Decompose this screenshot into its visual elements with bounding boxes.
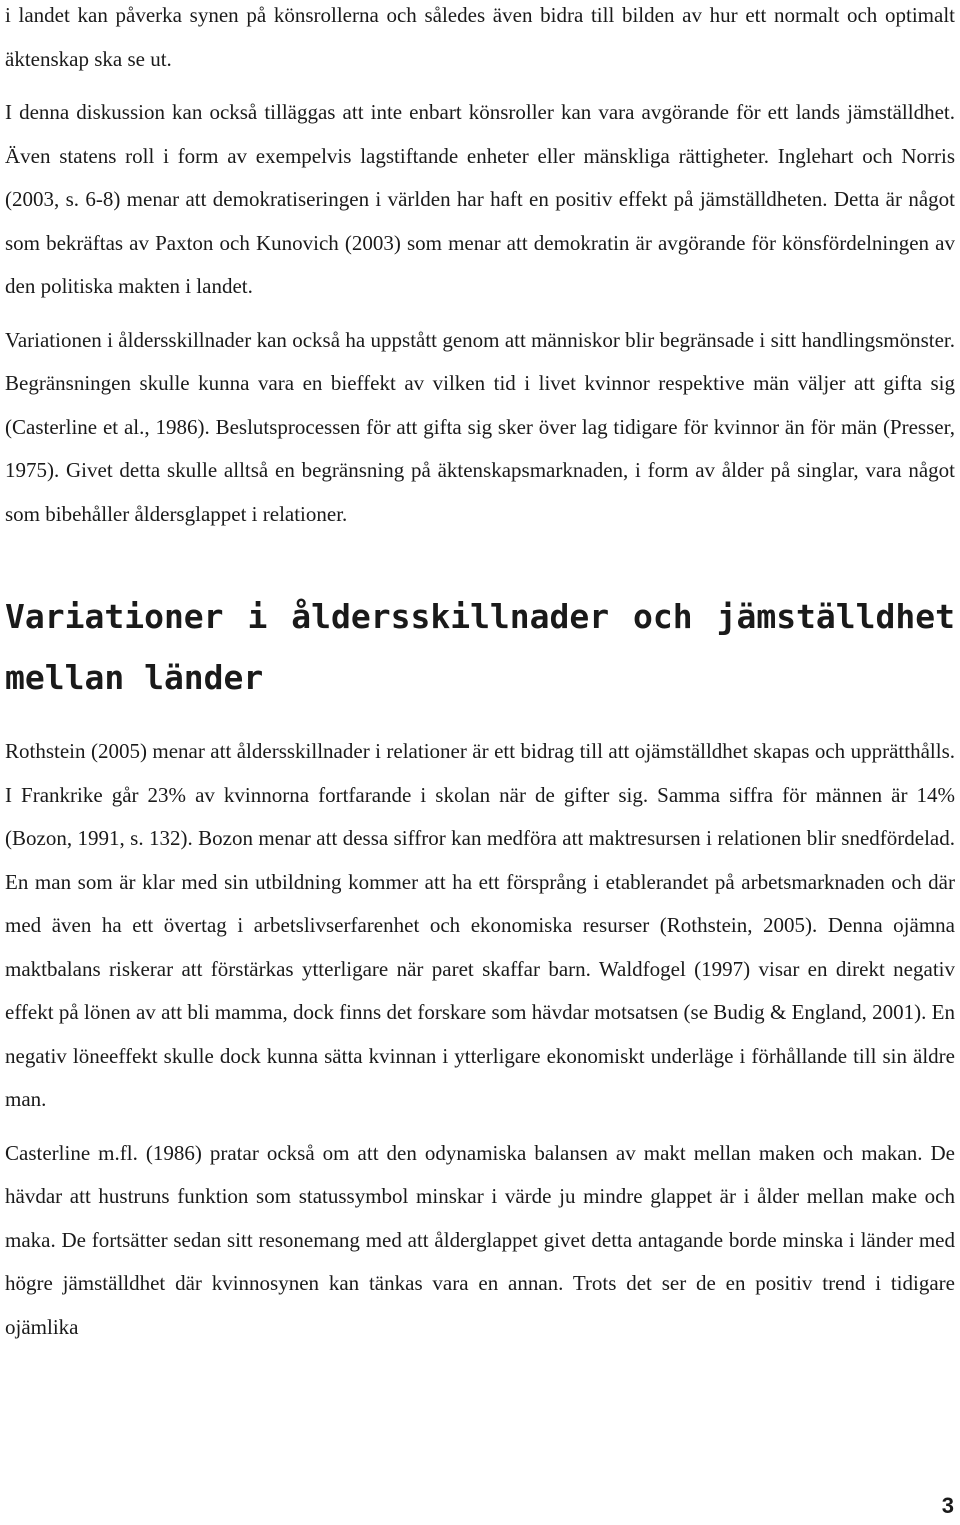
paragraph-gender-equality: I denna diskussion kan också tilläggas att inte enbart könsroller kan vara avgörande för ett lands jämställdhet. Även statens roll i form av exempelvis lagstiftande enheter eller mänskliga rättigheter. Inglehart och Norris (2003, s. 6-8) menar att demokratiseringen i världen har haft en positiv effekt på jämställdheten. Detta är något som bekräftas av Paxton och Kunovich (2003) som menar att demokratin är avgörande för könsfördelningen av den politiska makten i landet.: [5, 100, 955, 298]
document-page: [5, 0, 955, 1349]
page-number: 3: [941, 1493, 954, 1518]
paragraph-spacer: [5, 309, 955, 319]
section-heading-wrapper: [5, 586, 955, 708]
paragraph-intro-continuation: i landet kan påverka synen på könsrollerna och således även bidra till bilden av hur ett normalt och optimalt äktenskap ska se ut.: [5, 3, 955, 71]
paragraph-spacer: [5, 1122, 955, 1132]
paragraph-casterline: Casterline m.fl. (1986) pratar också om att den odynamiska balansen av makt mellan maken och makan. De hävdar att hustruns funktion som statussymbol minskar i värde ju mindre glappet är i ålder mellan make och maka. De fortsätter sedan sitt resonemang med att ålderglappet givet detta antagande borde minska i länder med högre jämställdhet där kvinnosynen kan tänkas vara en annan. Trots det ser de en positiv trend i tidigare ojämlika: [5, 1140, 955, 1339]
paragraph-spacer: [5, 81, 955, 91]
section-heading: Variationer i åldersskillnader och jämställdhet mellan länder: [5, 597, 955, 697]
paragraph-rothstein: Rothstein (2005) menar att åldersskillnader i relationer är ett bidrag till att ojämställdhet skapas och upprätthålls. I Frankrike går 23% av kvinnorna fortfarande i skolan när de gifter sig. Samma siffra för männen är 14% (Bozon, 1991, s. 132). Bozon menar att dessa siffror kan medföra att maktresursen i relationen blir snedfördelad. En man som är klar med sin utbildning kommer att ha ett försprång i etablerandet på arbetsmarknaden och där med även ha ett övertag i arbetslivserfarenhet och ekonomiska resurser (Rothstein, 2005). Denna ojämna maktbalans riskerar att förstärkas ytterligare när paret skaffar barn. Waldfogel (1997) visar en direkt negativ effekt på lönen av att bli mamma, dock finns det forskare som hävdar motsatsen (se Budig & England, 2001). En negativ löneeffekt skulle dock kunna sätta kvinnan i ytterligare ekonomiskt underläge i förhållande till sin äldre man.: [5, 739, 955, 1111]
paragraph-age-variation: Variationen i åldersskillnader kan också ha uppstått genom att människor blir begränsade i sitt handlingsmönster. Begränsningen skulle kunna vara en bieffekt av vilken tid i livet kvinnor respektive män väljer att gifta sig (Casterline et al., 1986). Beslutsprocessen för att gifta sig sker över lag tidigare för kvinnor än för män (Presser, 1975). Givet detta skulle alltså en begränsning på äktenskapsmarknaden, i form av ålder på singlar, vara något som bibehåller åldersglappet i relationer.: [5, 327, 955, 526]
